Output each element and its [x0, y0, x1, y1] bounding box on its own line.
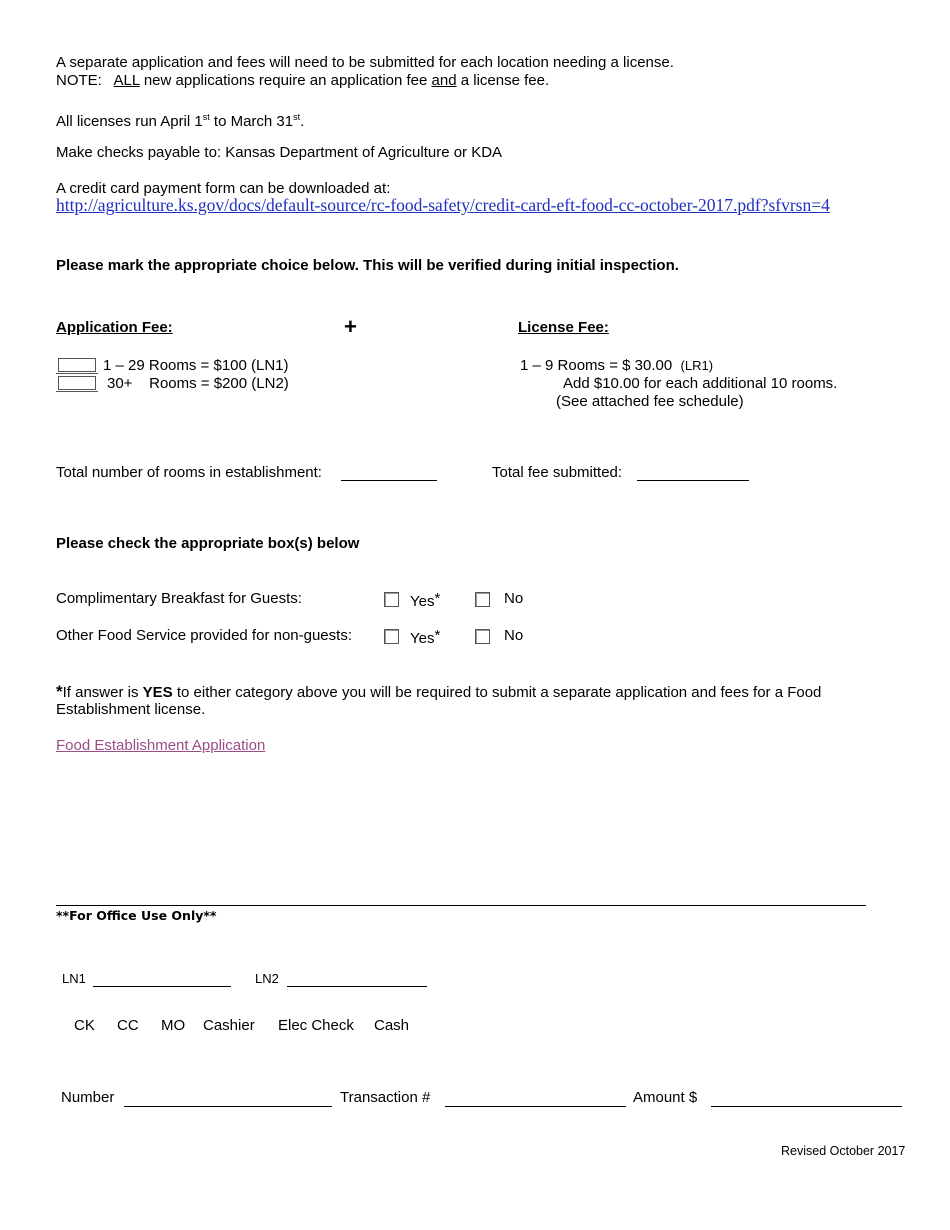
- license-sup-1: st: [202, 112, 210, 122]
- office-use-title: **For Office Use Only**: [56, 908, 217, 923]
- credit-card-line: A credit card payment form can be downloaded at:: [56, 180, 391, 197]
- other-food-label: Other Food Service provided for non-guests:: [56, 627, 352, 644]
- breakfast-yes-checkbox[interactable]: [384, 592, 399, 607]
- revised-date: Revised October 2017: [781, 1144, 906, 1158]
- note-line: [56, 72, 549, 90]
- office-ln1-label: LN1: [62, 971, 86, 986]
- breakfast-no-checkbox[interactable]: [475, 592, 490, 607]
- license-sup-2: st: [293, 112, 301, 122]
- footnote-text-2: to either category above you will be required to submit a separate application and fees for a Food: [172, 684, 822, 701]
- total-rooms-field[interactable]: [341, 480, 437, 481]
- office-ln1-field[interactable]: [93, 986, 231, 987]
- credit-card-form-link[interactable]: http://agriculture.ks.gov/docs/default-source/rc-food-safety/credit-card-eft-food-cc-october-2017.pdf?sfvrsn=4: [56, 195, 830, 215]
- checkbox-section-heading: Please check the appropriate box(s) below: [56, 535, 360, 552]
- footnote-yes: YES: [142, 684, 173, 701]
- license-fee-line-3: (See attached fee schedule): [556, 393, 744, 410]
- method-cashier: Cashier: [203, 1017, 255, 1034]
- fee-option-2-rest: Rooms = $200 (LN2): [149, 375, 289, 392]
- office-number-label: Number: [61, 1089, 115, 1106]
- office-amount-field[interactable]: [711, 1106, 902, 1107]
- license-fee-line-2: Add $10.00 for each additional 10 rooms.: [563, 375, 838, 392]
- office-transaction-label: Transaction #: [340, 1089, 431, 1106]
- breakfast-yes-label: [410, 590, 440, 611]
- note-prefix: NOTE:: [56, 72, 102, 89]
- total-fee-field[interactable]: [637, 480, 749, 481]
- note-end: a license fee.: [460, 72, 550, 89]
- breakfast-yes-text: Yes: [410, 593, 435, 610]
- footnote-text-1: If answer is: [62, 684, 143, 701]
- other-food-yes-checkbox[interactable]: [384, 629, 399, 644]
- method-cash: Cash: [374, 1017, 410, 1034]
- method-mo: MO: [161, 1017, 186, 1034]
- other-food-yes-label: [410, 627, 440, 648]
- total-rooms-label: Total number of rooms in establishment:: [56, 464, 322, 481]
- footnote-line-2: Establishment license.: [56, 701, 206, 718]
- license-fee-rate: 1 – 9 Rooms = $ 30.00: [520, 357, 673, 374]
- method-cc: CC: [117, 1017, 139, 1034]
- office-ln2-field[interactable]: [287, 986, 427, 987]
- breakfast-no-label: No: [504, 590, 524, 607]
- note-and: and: [431, 72, 457, 89]
- license-fee-code: (LR1): [680, 358, 714, 373]
- note-mid: new applications require an application fee: [143, 72, 428, 89]
- checks-payable: Make checks payable to: Kansas Department of Agriculture or KDA: [56, 144, 503, 161]
- office-amount-label: Amount $: [633, 1089, 698, 1106]
- license-fee-line-1: [520, 357, 713, 375]
- total-fee-label: Total fee submitted:: [492, 464, 623, 481]
- footnote-line-1: [56, 683, 821, 702]
- license-period-start: All licenses run April 1: [56, 113, 203, 130]
- license-period-mid: to March 31: [209, 113, 294, 130]
- office-number-field[interactable]: [124, 1106, 332, 1107]
- other-food-no-label: No: [504, 627, 524, 644]
- other-food-no-checkbox[interactable]: [475, 629, 490, 644]
- license-fee-heading: License Fee:: [518, 319, 609, 336]
- breakfast-label: Complimentary Breakfast for Guests:: [56, 590, 302, 607]
- fee-option-1-box[interactable]: [58, 358, 96, 372]
- other-food-yes-text: Yes: [410, 630, 435, 647]
- footnote-star: *: [56, 682, 63, 701]
- note-all: ALL: [113, 72, 140, 89]
- office-divider: [56, 905, 866, 906]
- license-period-end: .: [300, 113, 305, 130]
- application-fee-heading: Application Fee:: [56, 319, 173, 336]
- fee-option-2-box[interactable]: [58, 376, 96, 390]
- method-elec-check: Elec Check: [278, 1017, 354, 1034]
- food-establishment-link[interactable]: Food Establishment Application: [56, 737, 266, 754]
- fee-option-1-label: 1 – 29 Rooms = $100 (LN1): [103, 357, 289, 374]
- instruction-heading: Please mark the appropriate choice below. This will be verified during initial inspection.: [56, 257, 679, 274]
- fee-option-2-count: 30+: [107, 375, 133, 392]
- other-food-yes-star: *: [434, 627, 441, 644]
- office-transaction-field[interactable]: [445, 1106, 626, 1107]
- intro-line-1: A separate application and fees will need to be submitted for each location needing a license.: [56, 54, 674, 71]
- fee-option-2-label: [107, 375, 289, 393]
- method-ck: CK: [74, 1017, 95, 1034]
- office-ln2-label: LN2: [255, 971, 279, 986]
- license-period: [56, 108, 304, 131]
- breakfast-yes-star: *: [434, 590, 441, 607]
- plus-sign: +: [344, 314, 357, 339]
